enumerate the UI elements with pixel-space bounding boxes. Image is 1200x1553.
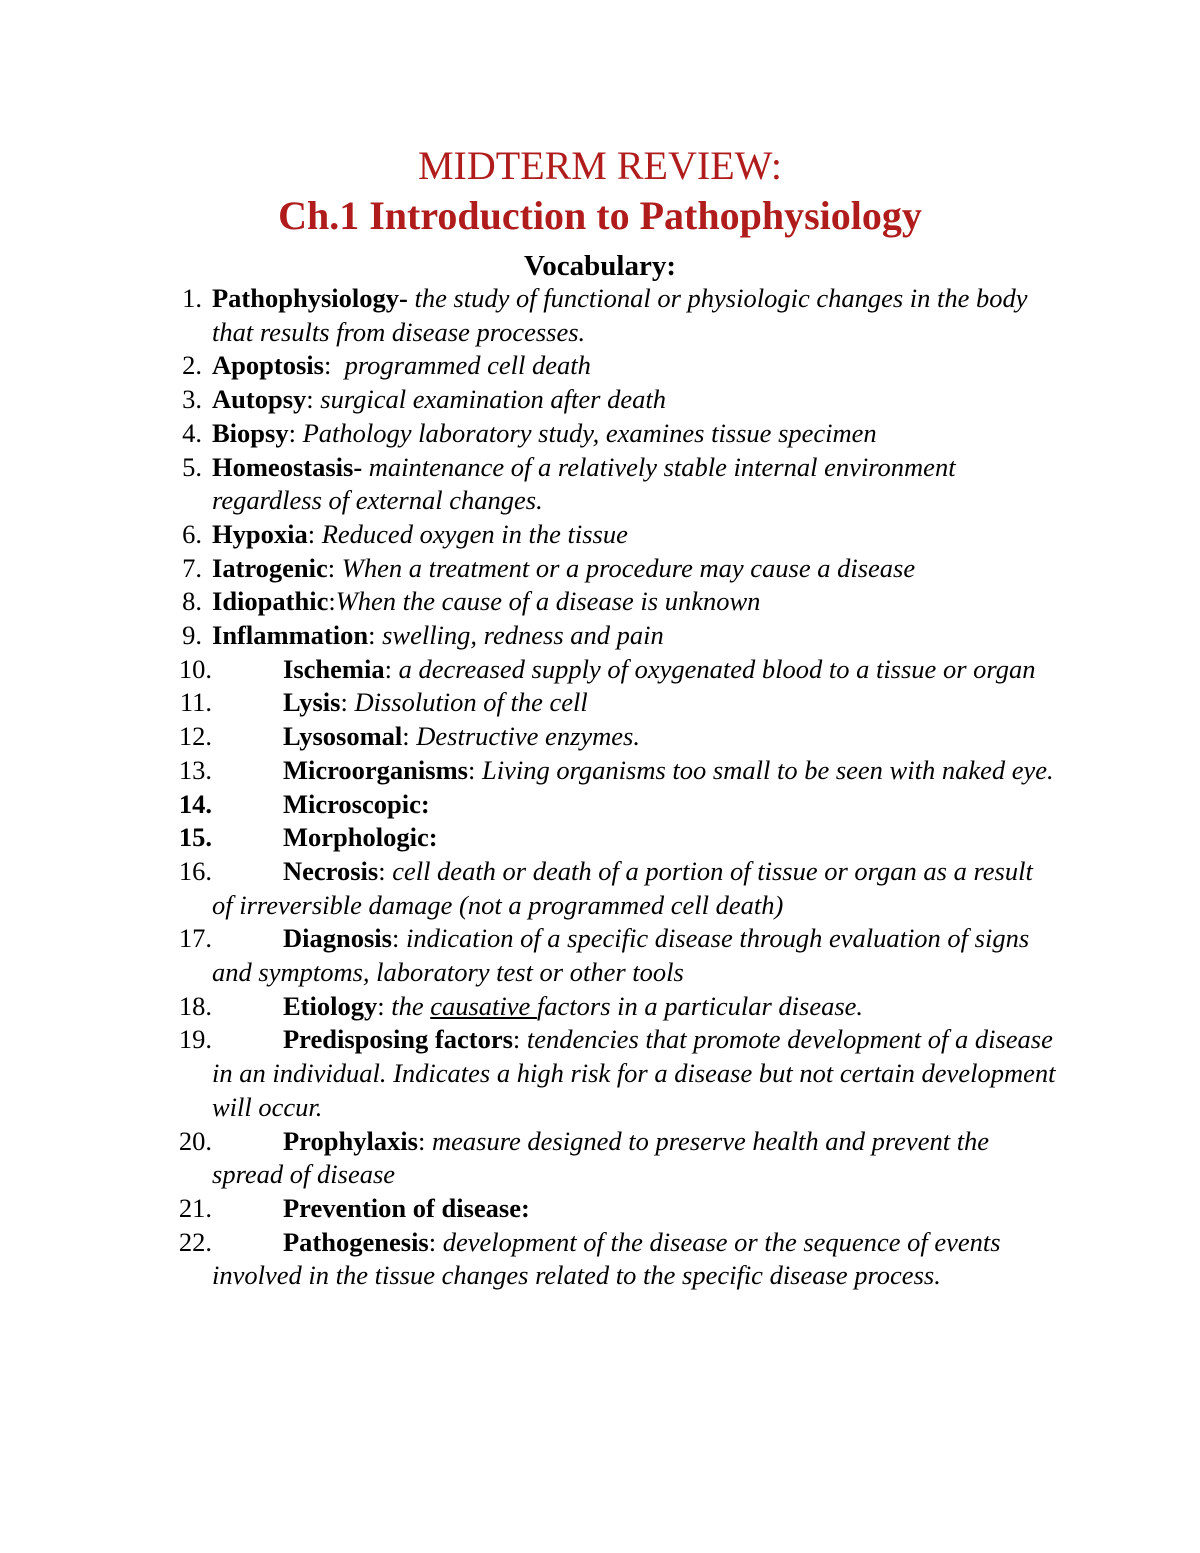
vocab-term: Hypoxia <box>212 518 308 549</box>
vocab-term: Diagnosis <box>283 923 392 954</box>
term-separator: : <box>378 855 393 886</box>
vocab-definition: When the cause of a disease is unknown <box>335 586 761 617</box>
vocab-definition: Dissolution of the cell <box>354 687 588 718</box>
item-number: 5. <box>182 451 202 482</box>
vocab-definition-underlined: causative <box>430 990 537 1021</box>
vocab-definition: When a treatment or a procedure may cause a disease <box>341 552 916 583</box>
term-separator: : <box>307 518 322 549</box>
term-separator: : <box>306 384 321 415</box>
item-number: 1. <box>182 283 202 313</box>
vocab-item <box>0 349 1200 383</box>
item-number: 10. <box>178 653 212 684</box>
vocab-item <box>0 383 1200 417</box>
vocab-term: Autopsy <box>212 384 307 415</box>
vocab-definition: the study of functional or physiologic changes in the body that results from disease processes. <box>212 283 1028 347</box>
vocab-term: Ischemia <box>283 653 385 684</box>
item-number: 20. <box>178 1125 212 1156</box>
chapter-title: Ch.1 Introduction to Pathophysiology <box>278 193 922 238</box>
vocab-definition: Destructive enzymes. <box>416 721 640 752</box>
vocab-item <box>0 1023 1200 1124</box>
vocab-term: Prophylaxis <box>283 1125 418 1156</box>
term-separator: : <box>467 754 482 785</box>
vocab-item <box>0 451 1200 518</box>
term-separator: : <box>384 653 399 684</box>
item-number: 6. <box>182 518 202 549</box>
vocab-item <box>0 282 1200 349</box>
vocab-item <box>0 922 1200 989</box>
vocab-term: Etiology <box>283 990 378 1021</box>
vocab-item <box>0 990 1200 1024</box>
vocab-item <box>0 653 1200 687</box>
vocab-term: Prevention of disease: <box>283 1192 530 1223</box>
vocab-definition: tendencies that promote development of a disease in an individual. Indicates a high risk for a disease but not certain development will occur. <box>212 1024 1056 1122</box>
term-separator: : <box>368 620 383 651</box>
term-separator: : <box>391 923 406 954</box>
term-separator: : <box>417 1125 432 1156</box>
vocab-term: Predisposing factors <box>283 1024 513 1055</box>
vocab-term: Biopsy <box>212 417 289 448</box>
item-number: 4. <box>182 417 202 448</box>
item-number: 3. <box>182 384 202 415</box>
vocab-definition: a decreased supply of oxygenated blood to a tissue or organ <box>398 653 1036 684</box>
vocab-item <box>0 1226 1200 1293</box>
vocab-definition: maintenance of a relatively stable internal environment regardless of external changes. <box>212 451 956 516</box>
vocab-definition: cell death or death of a portion of tissue or organ as a result of irreversible damage (not a programmed cell death) <box>212 855 1033 920</box>
term-separator: - <box>353 451 369 482</box>
vocab-term: Idiopathic <box>212 586 329 617</box>
vocab-item <box>0 585 1200 619</box>
vocab-term: Pathogenesis <box>283 1226 429 1257</box>
term-separator: : <box>428 1226 443 1257</box>
item-number: 13. <box>178 754 212 785</box>
vocabulary-list <box>0 282 1200 1293</box>
vocab-item <box>0 855 1200 922</box>
term-separator: : <box>512 1024 527 1055</box>
item-number: 22. <box>178 1226 212 1257</box>
item-number: 8. <box>182 586 202 617</box>
item-number: 12. <box>178 721 212 752</box>
vocab-item <box>0 1192 1200 1226</box>
item-number: 19. <box>178 1024 212 1055</box>
item-number: 14. <box>178 788 212 819</box>
vocab-item <box>0 720 1200 754</box>
vocab-term: Microscopic: <box>283 788 430 819</box>
term-separator: : <box>340 687 355 718</box>
vocab-definition: Pathology laboratory study, examines tissue specimen <box>302 417 877 448</box>
vocab-term: Homeostasis <box>212 451 354 482</box>
vocab-definition: Living organisms too small to be seen with naked eye. <box>481 754 1054 785</box>
term-separator: : <box>327 552 342 583</box>
vocab-term: Apoptosis <box>212 350 324 381</box>
vocab-item <box>0 552 1200 586</box>
vocab-term: Lysosomal <box>283 721 403 752</box>
vocab-definition: swelling, redness and pain <box>382 620 664 651</box>
vocab-term: Morphologic: <box>283 822 438 853</box>
vocab-item <box>0 788 1200 822</box>
item-number: 9. <box>182 620 202 651</box>
term-separator: - <box>399 283 415 313</box>
item-number: 16. <box>178 855 212 886</box>
term-separator: : <box>328 586 336 617</box>
term-separator: : <box>402 721 417 752</box>
term-separator: : <box>323 350 345 381</box>
vocab-item <box>0 686 1200 720</box>
item-number: 15. <box>178 822 212 853</box>
vocab-definition: measure designed to preserve health and prevent the spread of disease <box>212 1125 990 1190</box>
vocab-item <box>0 754 1200 788</box>
vocab-definition: Reduced oxygen in the tissue <box>321 518 628 549</box>
vocab-item <box>0 619 1200 653</box>
vocab-definition: surgical examination after death <box>320 384 666 415</box>
vocab-item <box>0 1125 1200 1192</box>
vocab-definition: indication of a specific disease through evaluation of signs and symptoms, laboratory test or other tools <box>212 923 1030 988</box>
item-number: 21. <box>178 1192 212 1223</box>
vocab-definition: programmed cell death <box>344 350 591 381</box>
vocab-term: Pathophysiology <box>212 283 400 313</box>
vocab-definition: development of the disease or the sequence of events involved in the tissue changes related to the specific disease process. <box>212 1226 1001 1291</box>
vocab-term: Inflammation <box>212 620 369 651</box>
item-number: 7. <box>182 552 202 583</box>
item-number: 11. <box>179 687 212 718</box>
vocab-definition-start: the <box>391 990 431 1021</box>
vocab-term: Necrosis <box>283 855 379 886</box>
vocab-item <box>0 821 1200 855</box>
vocab-term: Microorganisms <box>283 754 468 785</box>
document-title: MIDTERM REVIEW: <box>417 143 783 188</box>
item-number: 2. <box>182 350 202 381</box>
term-separator: : <box>288 417 303 448</box>
item-number: 18. <box>178 990 212 1021</box>
vocab-term: Iatrogenic <box>212 552 328 583</box>
term-separator: : <box>377 990 392 1021</box>
vocab-term: Lysis <box>283 687 341 718</box>
item-number: 17. <box>178 923 212 954</box>
vocab-item <box>0 518 1200 552</box>
vocab-definition-end: factors in a particular disease. <box>536 990 864 1021</box>
section-heading: Vocabulary: <box>524 250 676 282</box>
vocab-item <box>0 417 1200 451</box>
